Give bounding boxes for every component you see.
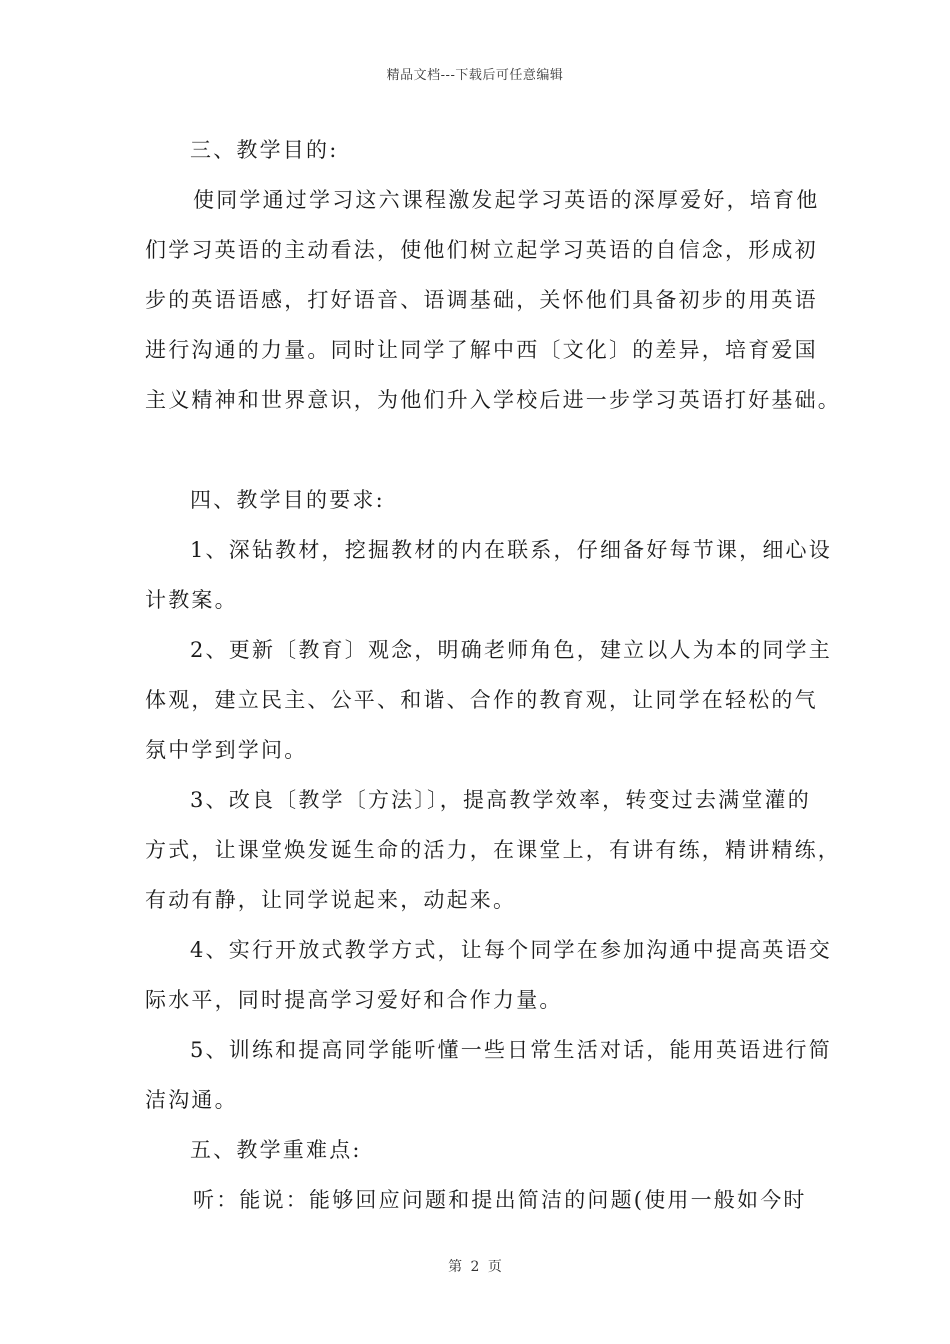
section-4-heading: 四、教学目的要求: bbox=[190, 488, 385, 512]
list-item-5-line: 5、训练和提高同学能听懂一些日常生活对话，能用英语进行简 bbox=[190, 1038, 832, 1062]
page-header: 精品文档---下载后可任意编辑 bbox=[386, 68, 564, 83]
section-5-heading: 五、教学重难点: bbox=[190, 1138, 362, 1162]
list-item-2-line: 体观，建立民主、公平、和谐、合作的教育观，让同学在轻松的气 bbox=[145, 688, 818, 712]
paragraph-line: 主义精神和世界意识，为他们升入学校后进一步学习英语打好基础。 bbox=[145, 388, 841, 412]
list-item-2-line: 氛中学到学问。 bbox=[145, 738, 308, 762]
list-item-4-line: 4、实行开放式教学方式，让每个同学在参加沟通中提高英语交 bbox=[190, 938, 832, 962]
list-item-1-line: 计教案。 bbox=[145, 588, 238, 612]
list-item-1-line: 1、深钻教材，挖掘教材的内在联系，仔细备好每节课，细心设 bbox=[190, 538, 832, 562]
list-item-3-line: 方式，让课堂焕发诞生命的活力，在课堂上，有讲有练，精讲精练， bbox=[145, 838, 841, 862]
paragraph-line: 步的英语语感，打好语音、语调基础，关怀他们具备初步的用英语 bbox=[145, 288, 818, 312]
paragraph-line: 们学习英语的主动看法，使他们树立起学习英语的自信念，形成初 bbox=[145, 238, 818, 262]
list-item-3-line: 3、改良〔教学〔方法〕〕，提高教学效率，转变过去满堂灌的 bbox=[190, 788, 811, 812]
list-item-2-line: 2、更新〔教育〕观念，明确老师角色，建立以人为本的同学主 bbox=[190, 638, 832, 662]
list-item-3-line: 有动有静，让同学说起来，动起来。 bbox=[145, 888, 517, 912]
paragraph-line: 使同学通过学习这六课程激发起学习英语的深厚爱好，培育他 bbox=[193, 188, 820, 212]
page-number: 第 2 页 bbox=[448, 1259, 502, 1275]
list-item-4-line: 际水平，同时提高学习爱好和合作力量。 bbox=[145, 988, 563, 1012]
list-item-5-line: 洁沟通。 bbox=[145, 1088, 238, 1112]
paragraph-line: 进行沟通的力量。同时让同学了解中西〔文化〕的差异，培育爱国 bbox=[145, 338, 818, 362]
section-3-heading: 三、教学目的: bbox=[190, 138, 339, 162]
paragraph-line: 听：能说：能够回应问题和提出简洁的问题(使用一般如今时 bbox=[193, 1188, 807, 1212]
